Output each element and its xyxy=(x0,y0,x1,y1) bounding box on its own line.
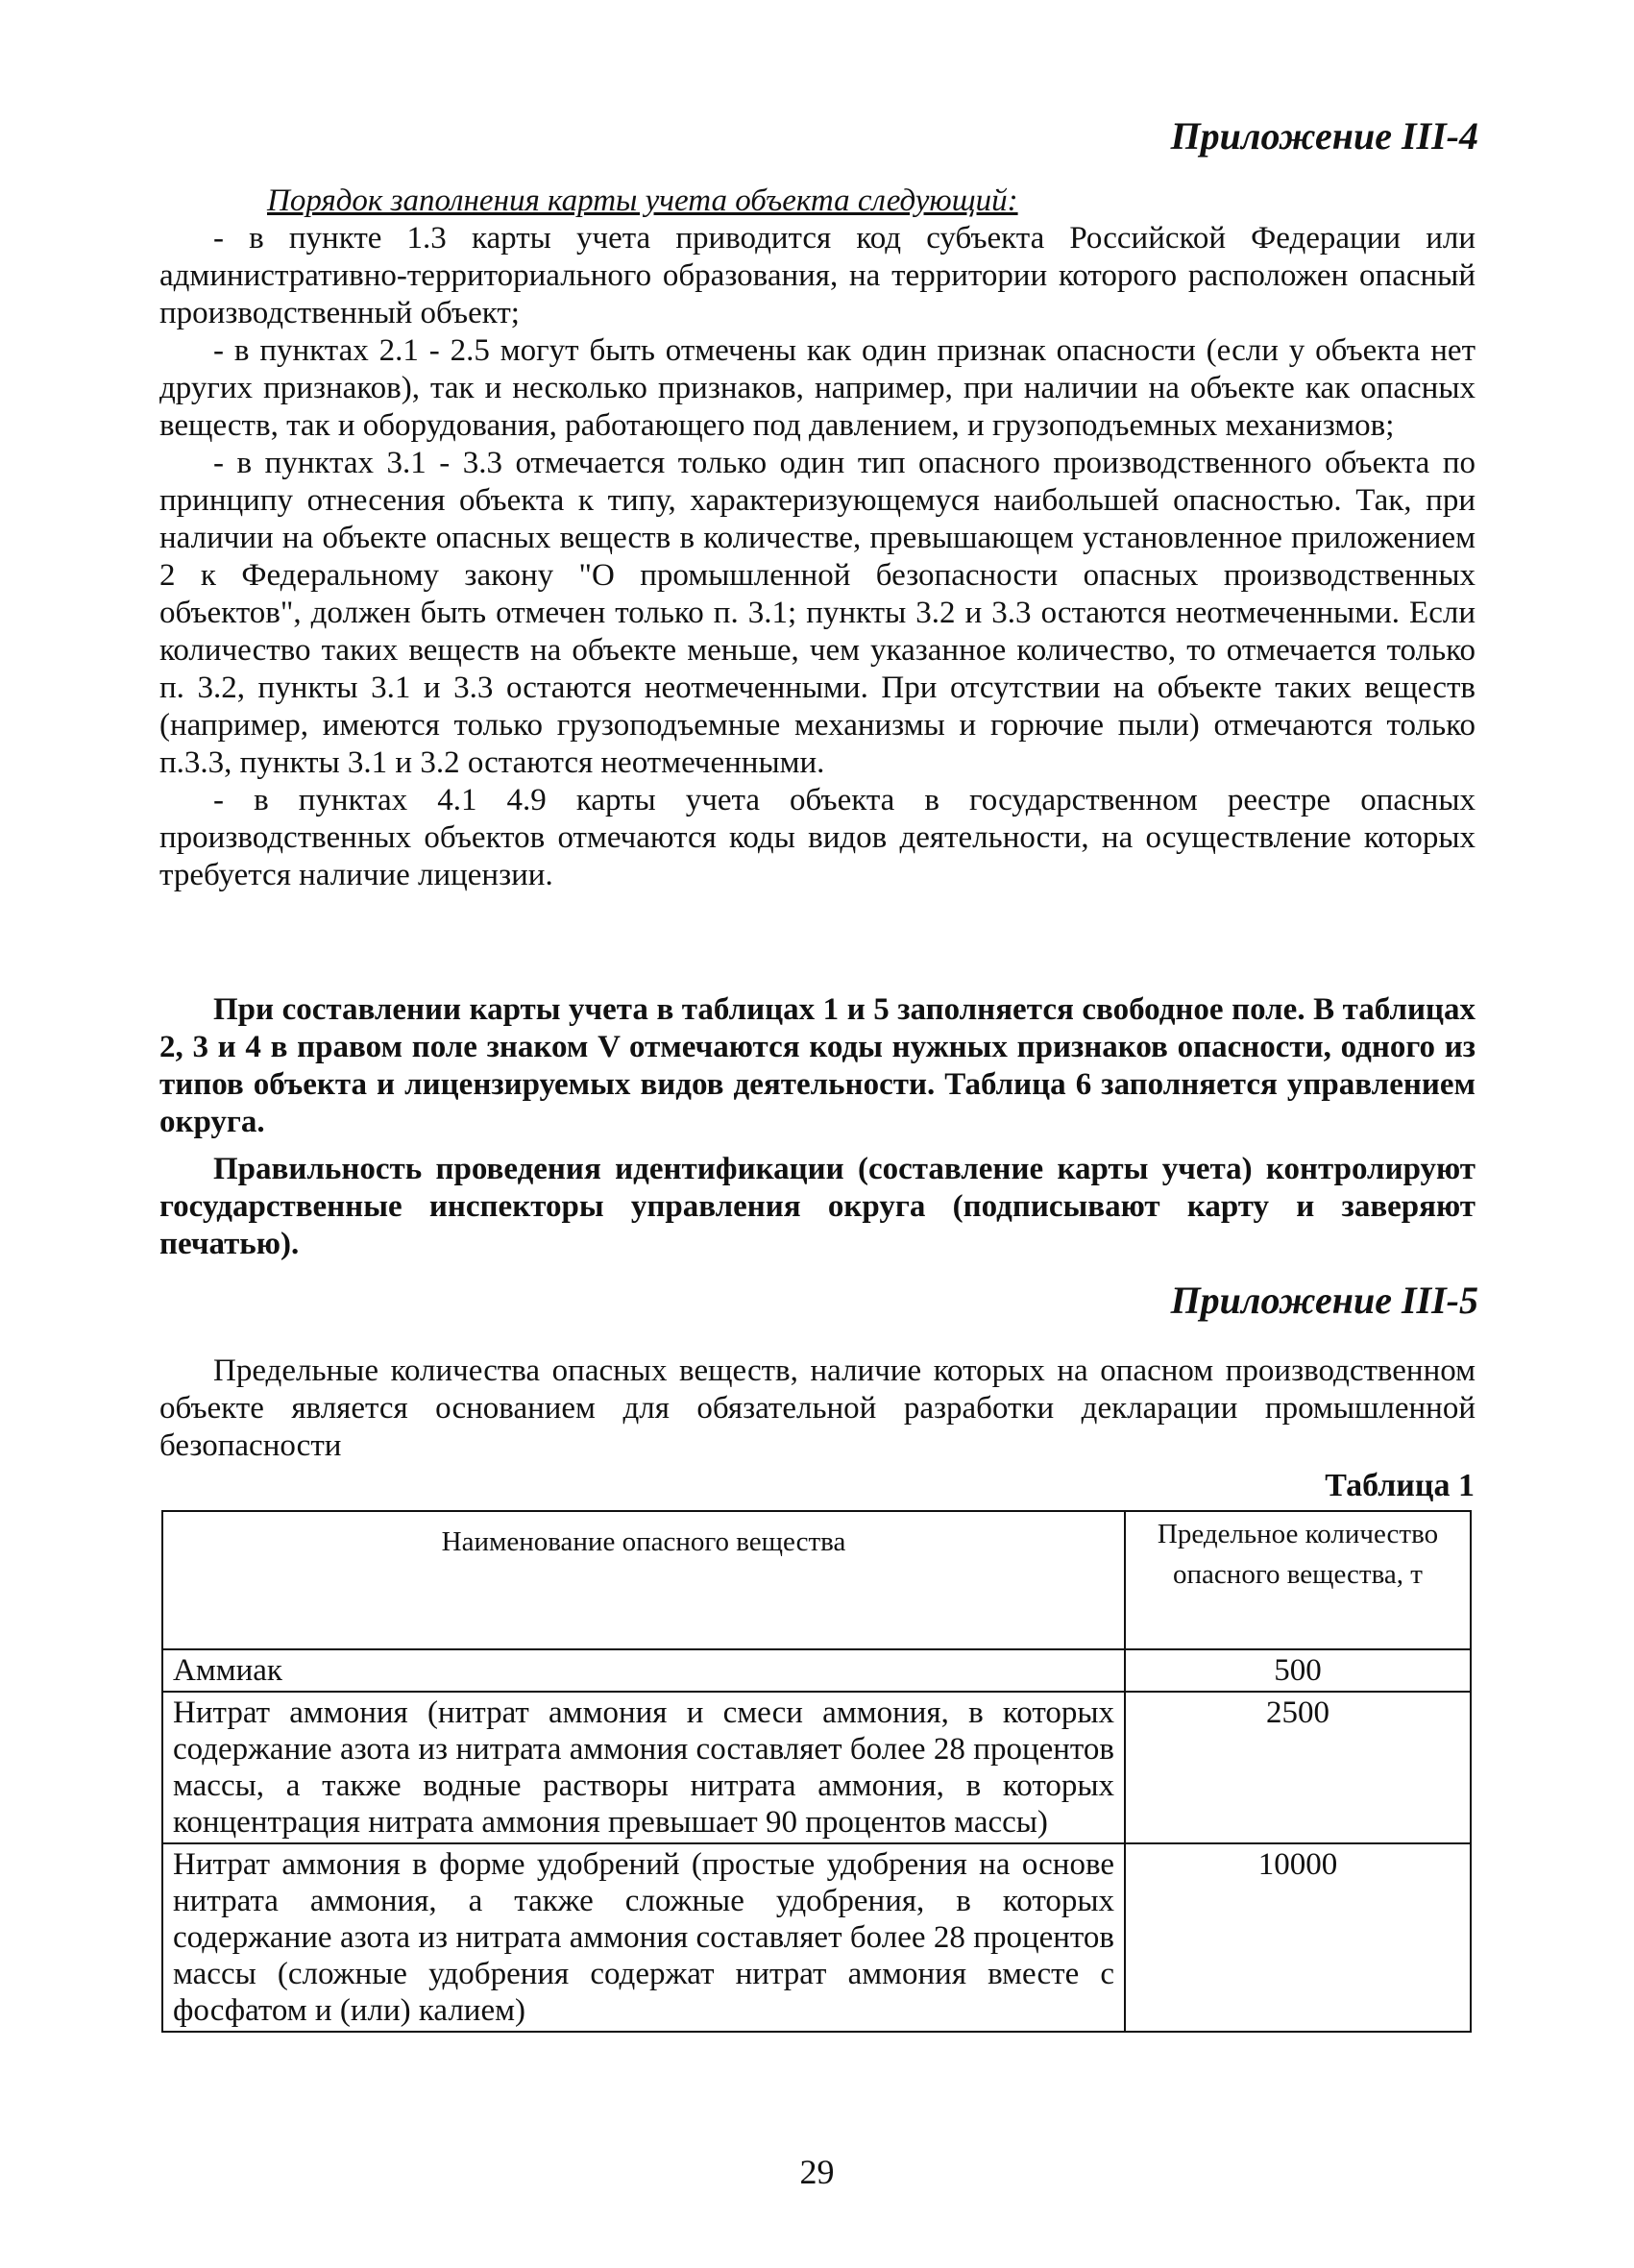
header-substance-name: Наименование опасного вещества xyxy=(162,1511,1125,1649)
appendix-iii-4-title: Приложение III-4 xyxy=(1170,114,1478,158)
header-limit-quantity: Предельное количество опасного вещества, т xyxy=(1125,1511,1471,1649)
paragraph-items-2: - в пунктах 2.1 - 2.5 могут быть отмечены как один признак опасности (если у объекта нет других признаков), так и несколько признаков, например, при наличии на объекте как опасных веществ, так и оборудования, работающего под давлением, и грузоподъемных механизмов; xyxy=(159,333,1475,443)
limits-description-section xyxy=(159,1353,1475,1465)
paragraph-item-1-3: - в пункте 1.3 карты учета приводится код субъекта Российской Федерации или административно-территориального образования, на территории которого расположен опасный производственный объект; xyxy=(159,221,1475,330)
limit-quantity-cell: 10000 xyxy=(1125,1843,1471,2032)
control-paragraph: Правильность проведения идентификации (составление карты учета) контролируют государственные инспекторы управления округа (подписывают карту и заверяют печатью). xyxy=(159,1152,1475,1261)
table-row xyxy=(162,1843,1471,2032)
page-number: 29 xyxy=(799,2153,835,2191)
limit-quantity-cell: 500 xyxy=(1125,1649,1471,1692)
substance-name-cell: Аммиак xyxy=(162,1649,1125,1692)
table-row xyxy=(162,1692,1471,1843)
tables-fill-paragraph: При составлении карты учета в таблицах 1 и 5 заполняется свободное поле. В таблицах 2, 3 и 4 в правом поле знаком V отмечаются коды нужных признаков опасности, одного из типов объекта и лицензируемых видов деятельности. Таблица 6 заполняется управлением округа. xyxy=(159,992,1475,1139)
fill-order-section xyxy=(159,183,1475,894)
substance-name-cell: Нитрат аммония (нитрат аммония и смеси аммония, в которых содержание азота из нитрата аммония составляет более 28 процентов массы, а также водные растворы нитрата аммония, в которых концентрация нитрата аммония превышает 90 процентов массы) xyxy=(162,1692,1125,1843)
table-header-row xyxy=(162,1511,1471,1649)
limit-quantity-cell: 2500 xyxy=(1125,1692,1471,1843)
paragraph-items-4: - в пунктах 4.1 4.9 карты учета объекта в государственном реестре опасных производственных объектов отмечаются коды видов деятельности, на осуществление которых требуется наличие лицензии. xyxy=(159,783,1475,892)
hazardous-substances-table xyxy=(161,1510,1472,2033)
substance-name-cell: Нитрат аммония в форме удобрений (простые удобрения на основе нитрата аммония, а также сложные удобрения, в которых содержание азота из нитрата аммония составляет более 28 процентов массы (сложные удобрения содержат нитрат аммония вместе с фосфатом и (или) калием) xyxy=(162,1843,1125,2032)
appendix-iii-5-title: Приложение III-5 xyxy=(1170,1279,1478,1322)
table-row xyxy=(162,1649,1471,1692)
limits-description: Предельные количества опасных веществ, наличие которых на опасном производственном объекте является основанием для обязательной разработки декларации промышленной безопасности xyxy=(159,1353,1475,1463)
table-caption: Таблица 1 xyxy=(1325,1468,1475,1503)
instructions-section xyxy=(159,991,1475,1263)
fill-order-heading: Порядок заполнения карты учета объекта следующий: xyxy=(267,183,1018,218)
paragraph-items-3: - в пунктах 3.1 - 3.3 отмечается только один тип опасного производственного объекта по принципу отнесения объекта к типу, характеризующемуся наибольшей опасностью. Так, при наличии на объекте опасных веществ в количестве, превышающем установленное приложением 2 к Федеральному закону "О промышленной безопасности опасных производственных объектов", должен быть отмечен только п. 3.1; пункты 3.2 и 3.3 остаются неотмеченными. Если количество таких веществ на объекте меньше, чем указанное количество, то отмечается только п. 3.2, пункты 3.1 и 3.3 остаются неотмеченными. При отсутствии на объекте таких веществ (например, имеются только грузоподъемные механизмы и горючие пыли) отмечаются только п.3.3, пункты 3.1 и 3.2 остаются неотмеченными. xyxy=(159,446,1475,780)
